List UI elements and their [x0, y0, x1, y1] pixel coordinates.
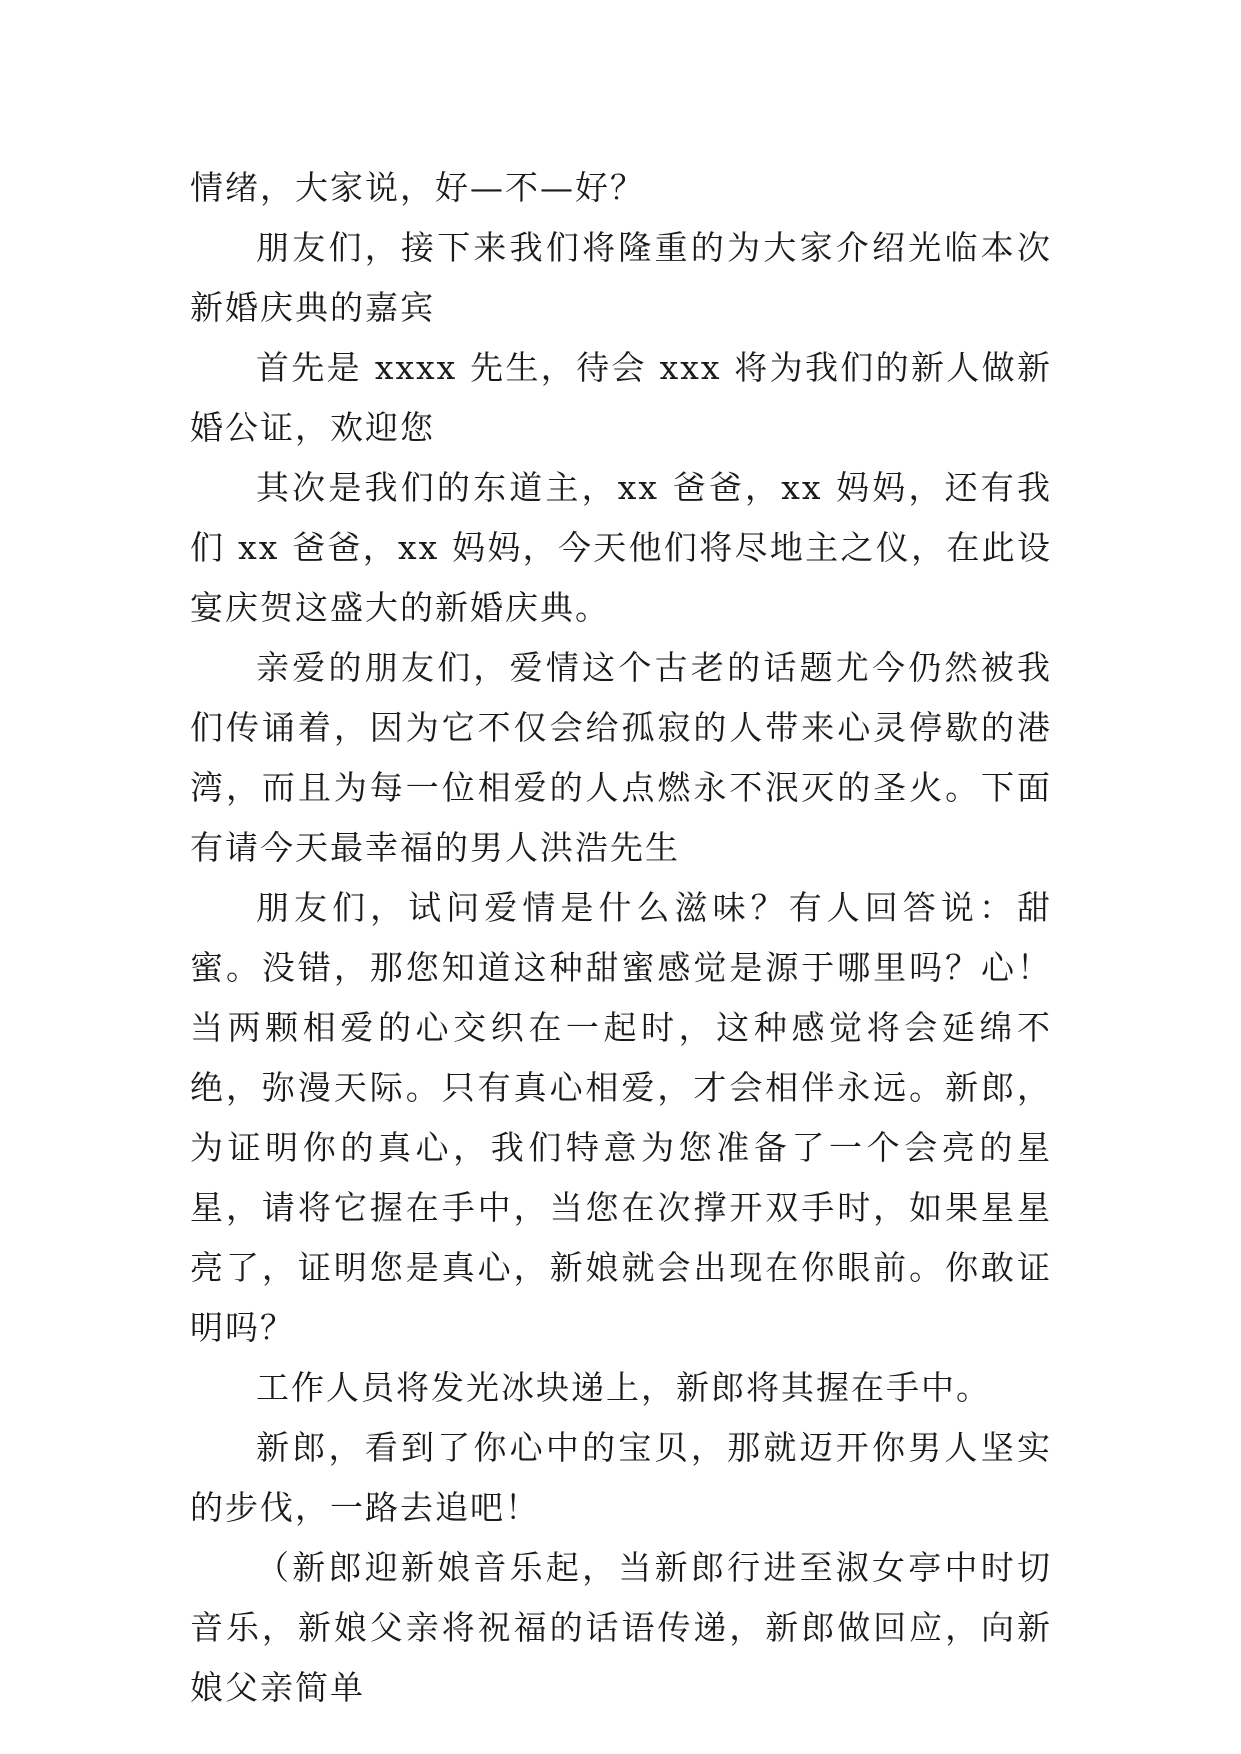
- paragraph-2: 朋友们，接下来我们将隆重的为大家介绍光临本次新婚庆典的嘉宾: [190, 228, 1052, 327]
- paragraph-7: 工作人员将发光冰块递上，新郎将其握在手中。: [256, 1368, 991, 1407]
- paragraph-1: 情绪，大家说，好—不—好？: [190, 168, 645, 207]
- paragraph-8: 新郎，看到了你心中的宝贝，那就迈开你男人坚实的步伐，一路去追吧！: [190, 1428, 1052, 1527]
- paragraph-6: 朋友们，试问爱情是什么滋味？有人回答说：甜蜜。没错，那您知道这种甜蜜感觉是源于哪里吗？心！当两颗相爱的心交织在一起时，这种感觉将会延绵不绝，弥漫天际。只有真心相爱，才会相伴永远。新郎，为证明你的真心，我们特意为您准备了一个会亮的星星，请将它握在手中，当您在次撑开双手时，如果星星亮了，证明您是真心，新娘就会出现在你眼前。你敢证明吗？: [190, 888, 1052, 1347]
- paragraph-9: （新郎迎新娘音乐起，当新郎行进至淑女亭中时切音乐，新娘父亲将祝福的话语传递，新郎做回应，向新娘父亲简单: [190, 1548, 1052, 1707]
- paragraph-3: 首先是 xxxx 先生，待会 xxx 将为我们的新人做新婚公证，欢迎您: [190, 348, 1052, 447]
- paragraph-5: 亲爱的朋友们，爱情这个古老的话题尤今仍然被我们传诵着，因为它不仅会给孤寂的人带来心灵停歇的港湾，而且为每一位相爱的人点燃永不泯灭的圣火。下面有请今天最幸福的男人洪浩先生: [190, 648, 1052, 867]
- body-text: [190, 158, 1052, 1718]
- paragraph-4: 其次是我们的东道主，xx 爸爸，xx 妈妈，还有我们 xx 爸爸，xx 妈妈，今天他们将尽地主之仪，在此设宴庆贺这盛大的新婚庆典。: [190, 468, 1052, 627]
